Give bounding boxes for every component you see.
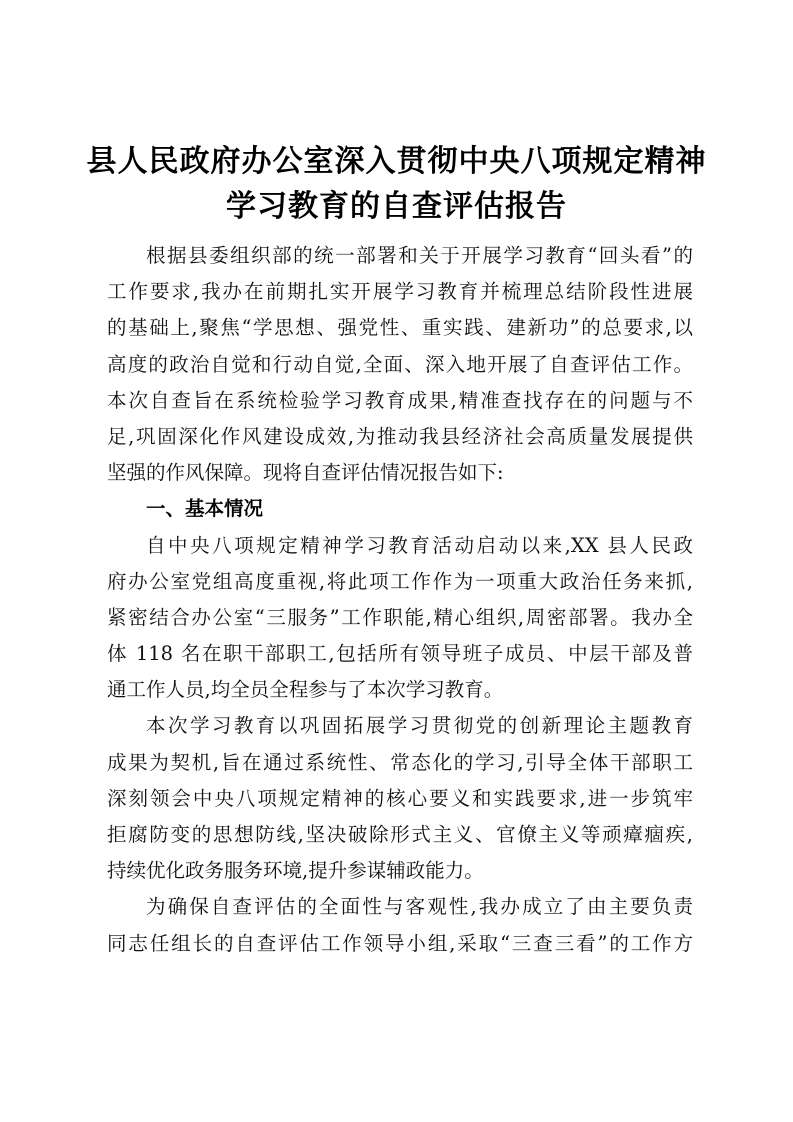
paragraph-line: 高度的政治自觉和行动自觉,全面、深入地开展了自查评估工作。 (107, 352, 693, 376)
section-heading: 一、基本情况 (146, 497, 264, 521)
paragraph-line: 的基础上,聚焦“学思想、强党性、重实践、建新功”的总要求,以 (107, 316, 693, 340)
paragraph-line: 本次学习教育以巩固拓展学习贯彻党的创新理论主题教育 (146, 714, 693, 738)
paragraph-line: 足,巩固深化作风建设成效,为推动我县经济社会高质量发展提供 (107, 424, 693, 448)
paragraph-line: 拒腐防变的思想防线,坚决破除形式主义、官僚主义等顽瘴痼疾, (107, 823, 693, 846)
document-title-line-2: 学习教育的自查评估报告 (226, 189, 567, 224)
document-body (107, 238, 693, 962)
paragraph-line: 通工作人员,均全员全程参与了本次学习教育。 (107, 678, 504, 702)
paragraph-line: 深刻领会中央八项规定精神的核心要义和实践要求,进一步筑牢 (107, 786, 693, 810)
paragraph-line: 本次自查旨在系统检验学习教育成果,精准查找存在的问题与不 (107, 388, 693, 412)
paragraph-line: 同志任组长的自查评估工作领导小组,采取“三查三看”的工作方 (107, 931, 693, 955)
document-title-line-1: 县人民政府办公室深入贯彻中央八项规定精神 (86, 144, 707, 179)
paragraph-line: 紧密结合办公室“三服务”工作职能,精心组织,周密部署。我办全 (107, 605, 693, 629)
paragraph-line: 根据县委组织部的统一部署和关于开展学习教育“回头看”的 (146, 244, 693, 267)
paragraph-line: 体 118 名在职干部职工,包括所有领导班子成员、中层干部及普 (107, 642, 693, 666)
paragraph-line: 持续优化政务服务环境,提升参谋辅政能力。 (107, 859, 484, 883)
paragraph-line: 府办公室党组高度重视,将此项工作作为一项重大政治任务来抓, (107, 569, 693, 593)
paragraph-line: 坚强的作风保障。现将自查评估情况报告如下: (107, 461, 504, 485)
paragraph-line: 工作要求,我办在前期扎实开展学习教育并梳理总结阶段性进展 (107, 280, 693, 304)
paragraph-line: 为确保自查评估的全面性与客观性,我办成立了由主要负责 (146, 895, 693, 919)
paragraph-line: 自中央八项规定精神学习教育活动启动以来,XX 县人民政 (146, 533, 693, 557)
paragraph-line: 成果为契机,旨在通过系统性、常态化的学习,引导全体干部职工 (107, 750, 693, 774)
